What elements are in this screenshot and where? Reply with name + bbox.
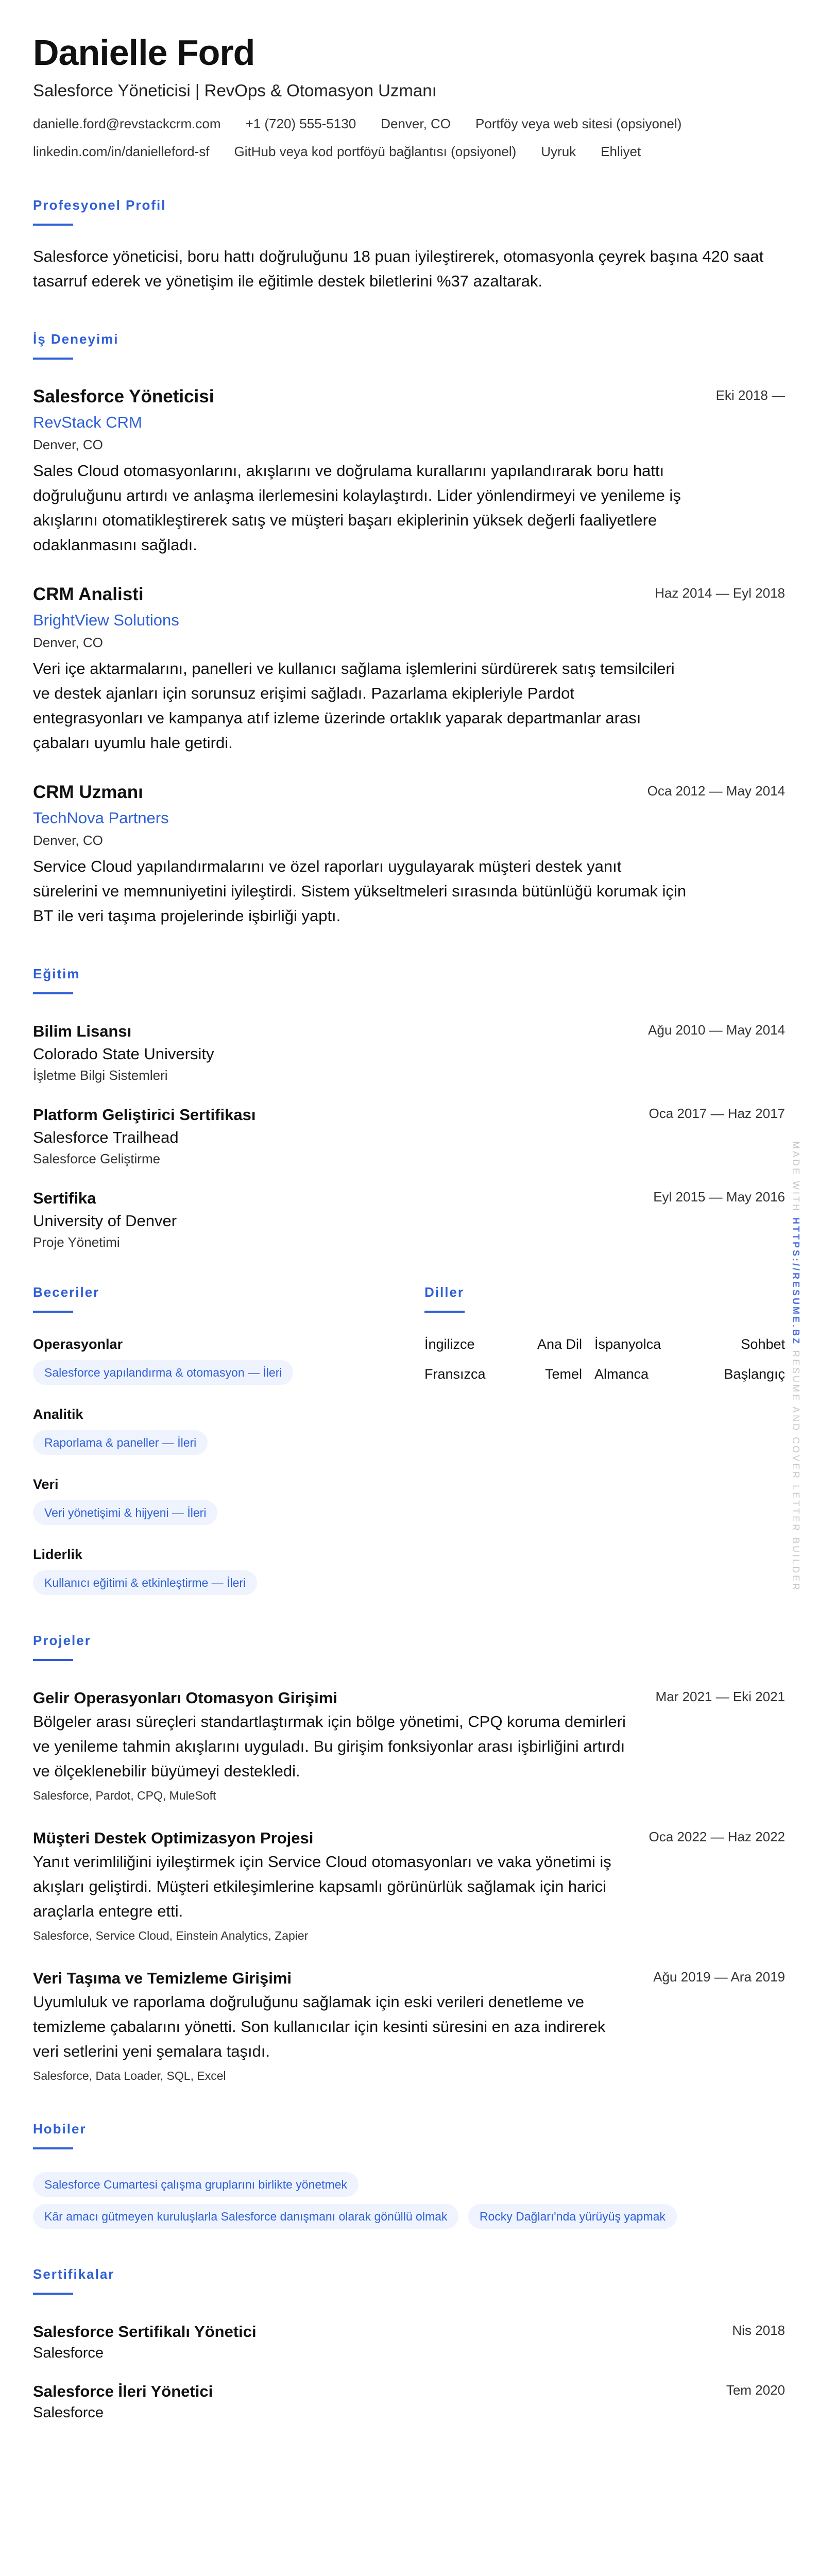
watermark-suffix: RESUME AND COVER LETTER BUILDER xyxy=(791,1350,801,1592)
section-divider xyxy=(33,2293,73,2295)
watermark-link[interactable]: HTTPS://RESUME.BZ xyxy=(791,1217,801,1346)
skill-chip: Raporlama & paneller — İleri xyxy=(33,1430,208,1455)
contact-location: Denver, CO xyxy=(381,116,451,131)
project-date: Mar 2021 — Eki 2021 xyxy=(655,1689,785,1704)
certification-entry xyxy=(33,2381,785,2422)
edu-date: Eyl 2015 — May 2016 xyxy=(653,1189,785,1205)
contact-license: Ehliyet xyxy=(601,144,641,159)
edu-school: Colorado State University xyxy=(33,1045,214,1063)
contact-website[interactable]: Portföy veya web sitesi (opsiyonel) xyxy=(475,116,682,131)
skill-group xyxy=(33,1405,424,1455)
project-description: Yanıt verimliliğini iyileştirmek için Service Cloud otomasyonları ve vaka yönetimi iş akışları geliştirdi. Müşteri etkileşimlerine kapsamlı görünürlük sağlamak için harici araçlarla entegre etti. xyxy=(33,1853,611,1920)
education-entry xyxy=(33,1105,785,1167)
project-entry xyxy=(33,1828,785,1943)
edu-date: Oca 2017 — Haz 2017 xyxy=(649,1106,785,1121)
edu-degree: Sertifika xyxy=(33,1189,96,1207)
candidate-title: Salesforce Yöneticisi | RevOps & Otomasyon Uzmanı xyxy=(33,81,437,100)
skill-category: Analitik xyxy=(33,1406,83,1422)
job-entry xyxy=(33,385,785,557)
edu-field: Proje Yönetimi xyxy=(33,1234,120,1250)
section-heading: Diller xyxy=(424,1284,465,1300)
job-entry xyxy=(33,781,785,928)
certification-date: Tem 2020 xyxy=(726,2382,785,2398)
profile-section xyxy=(33,197,785,294)
resume-header xyxy=(33,32,785,160)
certification-entry xyxy=(33,2321,785,2363)
project-date: Ağu 2019 — Ara 2019 xyxy=(653,1969,785,1985)
skill-group xyxy=(33,1476,424,1525)
job-location: Denver, CO xyxy=(33,437,103,452)
hobby-chip: Kâr amacı gütmeyen kuruluşlarla Salesforce danışmanı olarak gönüllü olmak xyxy=(33,2204,458,2229)
section-divider xyxy=(33,2147,73,2149)
edu-school: University of Denver xyxy=(33,1212,177,1230)
certification-issuer: Salesforce xyxy=(33,2345,104,2361)
contact-nationality: Uyruk xyxy=(541,144,576,159)
section-divider xyxy=(33,1659,73,1661)
languages-section xyxy=(424,1284,785,1595)
language-level: Ana Dil xyxy=(537,1336,582,1352)
project-date: Oca 2022 — Haz 2022 xyxy=(649,1829,785,1844)
project-technologies: Salesforce, Service Cloud, Einstein Analytics, Zapier xyxy=(33,1929,309,1942)
education-entry xyxy=(33,1021,785,1084)
education-section xyxy=(33,965,785,1251)
skill-category: Operasyonlar xyxy=(33,1336,123,1352)
job-company: TechNova Partners xyxy=(33,809,169,827)
job-entry xyxy=(33,583,785,755)
skill-group xyxy=(33,1546,424,1595)
skill-category: Liderlik xyxy=(33,1547,83,1562)
contact-github[interactable]: GitHub veya kod portföyü bağlantısı (opsiyonel) xyxy=(234,144,517,159)
certification-name: Salesforce Sertifikalı Yönetici xyxy=(33,2323,257,2341)
certification-name: Salesforce İleri Yönetici xyxy=(33,2382,213,2400)
languages-grid xyxy=(424,1335,785,1383)
job-title: CRM Analisti xyxy=(33,584,144,604)
hobby-chip: Salesforce Cumartesi çalışma gruplarını birlikte yönetmek xyxy=(33,2172,359,2197)
contact-row-1 xyxy=(33,115,785,132)
education-entry xyxy=(33,1188,785,1251)
job-date: Haz 2014 — Eyl 2018 xyxy=(655,585,785,601)
hobby-list xyxy=(33,2165,785,2229)
section-heading: Profesyonel Profil xyxy=(33,197,166,213)
certification-issuer: Salesforce xyxy=(33,2404,104,2421)
skill-group xyxy=(33,1335,424,1385)
contact-row-2 xyxy=(33,143,785,160)
edu-field: İşletme Bilgi Sistemleri xyxy=(33,1067,168,1083)
resume-page xyxy=(33,32,785,2422)
contact-email[interactable]: danielle.ford@revstackcrm.com xyxy=(33,116,221,131)
edu-degree: Platform Geliştirici Sertifikası xyxy=(33,1106,256,1124)
skills-section xyxy=(33,1284,424,1595)
skills-languages-row xyxy=(33,1284,785,1595)
job-description: Sales Cloud otomasyonlarını, akışlarını ve doğrulama kurallarını yapılandırarak boru hattı doğruluğunu artırdı ve anlaşma ilerlemesini kolaylaştırdı. Lider yönlendirmeyi ve yenileme iş akışlarını otomatikleştirerek satış ve müşteri başarı ekiplerinin yüksek değerli faaliyetlere odaklanmasını sağladı. xyxy=(33,462,681,554)
section-heading: Sertifikalar xyxy=(33,2266,115,2282)
section-heading: Projeler xyxy=(33,1633,91,1648)
project-description: Bölgeler arası süreçleri standartlaştırmak için bölge yönetimi, CPQ koruma demirleri ve yenileme tahmin akışlarını uyguladı. Bu girişim fonksiyonlar arası işbirliğini artırdı ve ölçeklenebilir büyümeyi destekledi. xyxy=(33,1713,626,1780)
section-divider xyxy=(33,358,73,360)
job-description: Service Cloud yapılandırmalarını ve özel raporları uygulayarak müşteri destek yanıt sürelerini ve memnuniyetini iyileştirdi. Sistem yükseltmeleri sırasında bütünlüğü korumak için BT ile veri taşıma projelerinde işbirliği yaptı. xyxy=(33,857,687,925)
certifications-section xyxy=(33,2266,785,2422)
builder-watermark xyxy=(790,1141,802,1592)
job-title: Salesforce Yöneticisi xyxy=(33,386,214,406)
skill-chip: Salesforce yapılandırma & otomasyon — İleri xyxy=(33,1360,293,1385)
edu-school: Salesforce Trailhead xyxy=(33,1128,179,1146)
contact-linkedin[interactable]: linkedin.com/in/danielleford-sf xyxy=(33,144,210,159)
skill-category: Veri xyxy=(33,1477,59,1492)
edu-date: Ağu 2010 — May 2014 xyxy=(648,1022,785,1038)
experience-section xyxy=(33,331,785,928)
job-company: BrightView Solutions xyxy=(33,611,179,629)
edu-field: Salesforce Geliştirme xyxy=(33,1151,161,1166)
project-technologies: Salesforce, Pardot, CPQ, MuleSoft xyxy=(33,1789,216,1802)
section-divider xyxy=(33,224,73,226)
project-title: Veri Taşıma ve Temizleme Girişimi xyxy=(33,1969,292,1987)
edu-degree: Bilim Lisansı xyxy=(33,1022,132,1040)
profile-summary: Salesforce yöneticisi, boru hattı doğruluğunu 18 puan iyileştirerek, otomasyonla çeyrek başına 420 saat tasarruf ederek ve yönetişim ile eğitimle destek biletlerini %37 azaltarak. xyxy=(33,247,764,290)
job-title: CRM Uzmanı xyxy=(33,782,143,802)
project-title: Müşteri Destek Optimizasyon Projesi xyxy=(33,1829,314,1847)
skill-chip: Kullanıcı eğitimi & etkinleştirme — İleri xyxy=(33,1570,257,1595)
project-entry xyxy=(33,1968,785,2083)
section-divider xyxy=(33,1311,73,1313)
project-entry xyxy=(33,1688,785,1803)
job-date: Oca 2012 — May 2014 xyxy=(647,783,785,799)
language-name: İngilizce xyxy=(424,1336,475,1352)
hobby-chip: Rocky Dağları'nda yürüyüş yapmak xyxy=(468,2204,677,2229)
hobbies-section xyxy=(33,2121,785,2229)
language-level: Sohbet xyxy=(741,1336,785,1352)
watermark-prefix: MADE WITH xyxy=(791,1141,801,1213)
section-heading: Hobiler xyxy=(33,2121,87,2137)
language-name: Fransızca xyxy=(424,1366,486,1382)
job-location: Denver, CO xyxy=(33,635,103,650)
skill-chip: Veri yönetişimi & hijyeni — İleri xyxy=(33,1500,217,1525)
contact-phone[interactable]: +1 (720) 555-5130 xyxy=(245,116,356,131)
job-location: Denver, CO xyxy=(33,833,103,848)
section-heading: Eğitim xyxy=(33,966,80,981)
certification-date: Nis 2018 xyxy=(732,2323,785,2338)
language-name: Almanca xyxy=(594,1366,649,1382)
section-divider xyxy=(33,992,73,994)
candidate-name: Danielle Ford xyxy=(33,32,255,73)
job-description: Veri içe aktarmalarını, panelleri ve kullanıcı sağlama işlemlerini sürdürerek satış temsilcileri ve destek ajanları için sorunsuz erişimi sağladı. Pazarlama ekipleriyle Pardot entegrasyonları ve kampanya atıf izleme üzerinde ortaklık yaparak departmanlar arası çabaları uyumlu hale getirdi. xyxy=(33,659,675,752)
section-heading: İş Deneyimi xyxy=(33,331,119,347)
job-date: Eki 2018 — xyxy=(715,387,785,403)
language-level: Temel xyxy=(544,1366,582,1382)
job-company: RevStack CRM xyxy=(33,413,142,431)
projects-section xyxy=(33,1632,785,2083)
section-divider xyxy=(424,1311,465,1313)
project-title: Gelir Operasyonları Otomasyon Girişimi xyxy=(33,1689,337,1707)
project-description: Uyumluluk ve raporlama doğruluğunu sağlamak için eski verileri denetleme ve temizleme çabalarını yönetti. Son kullanıcılar için kesinti süresini en aza indirerek veri setlerini yeni şemalara taşıdı. xyxy=(33,1993,606,2060)
project-technologies: Salesforce, Data Loader, SQL, Excel xyxy=(33,2069,226,2082)
language-level: Başlangıç xyxy=(724,1366,785,1382)
language-name: İspanyolca xyxy=(594,1336,661,1352)
section-heading: Beceriler xyxy=(33,1284,100,1300)
